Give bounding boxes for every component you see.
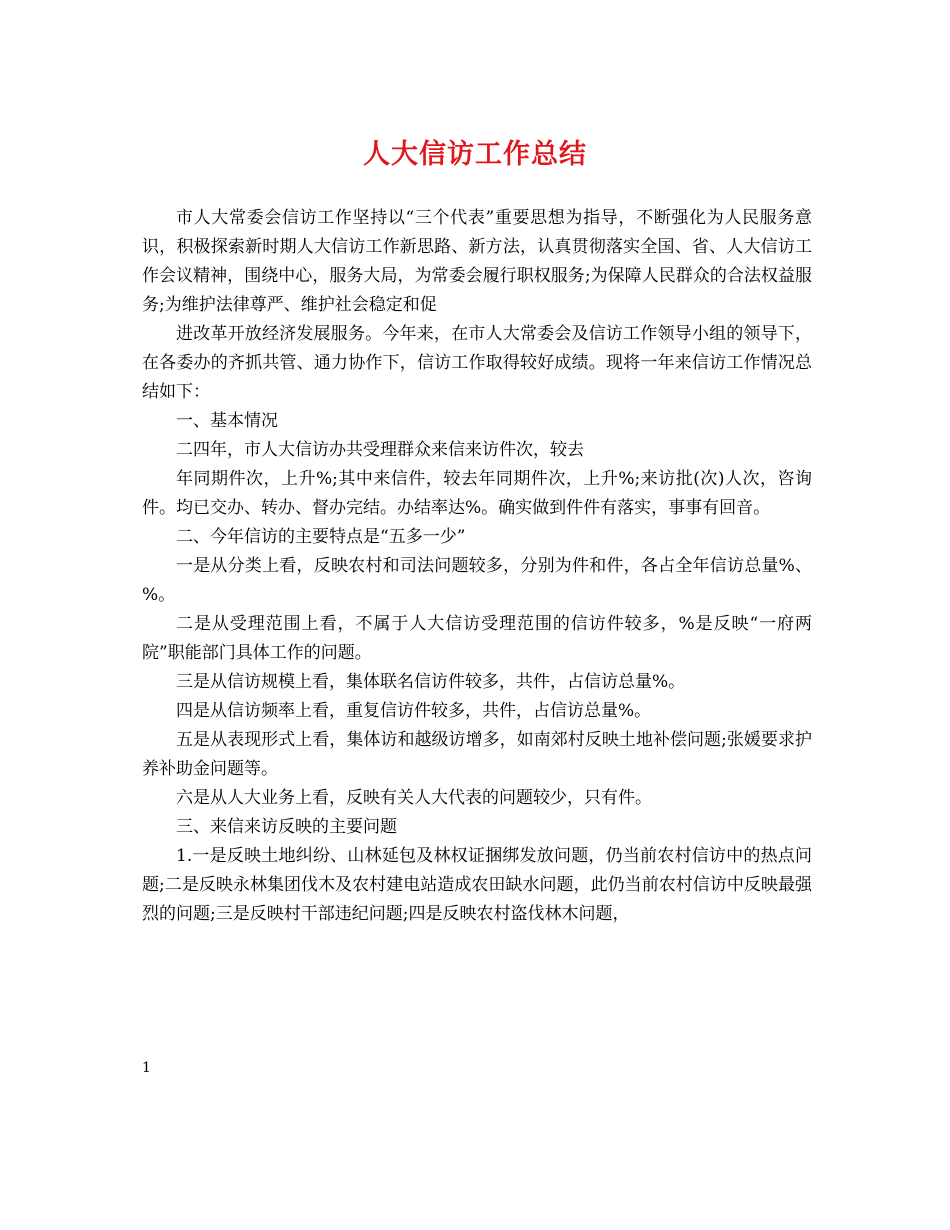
paragraph: 年同期件次，上升%;其中来信件，较去年同期件次，上升%;来访批(次)人次，咨询件。均已交办、转办、督办完结。办结率达%。确实做到件件有落实，事事有回音。 — [142, 469, 812, 518]
paragraph: 二四年，市人大信访办共受理群众来信来访件次，较去 — [176, 440, 584, 460]
section-heading: 三、来信来访反映的主要问题 — [176, 817, 397, 837]
paragraph: 六是从人大业务上看，反映有关人大代表的问题较少，只有件。 — [176, 788, 652, 808]
paragraph: 三是从信访规模上看，集体联名信访件较多，共件，占信访总量%。 — [176, 672, 686, 692]
document-body — [142, 204, 812, 929]
paragraph: 四是从信访频率上看，重复信访件较多，共件，占信访总量%。 — [176, 701, 652, 721]
document-title: 人大信访工作总结 — [363, 139, 587, 170]
section-heading: 一、基本情况 — [176, 411, 278, 431]
paragraph: 二是从受理范围上看，不属于人大信访受理范围的信访件较多，%是反映“一府两院”职能部门具体工作的问题。 — [142, 614, 812, 663]
paragraph: 1.一是反映土地纠纷、山林延包及林权证捆绑发放问题，仍当前农村信访中的热点问题;二是反映永林集团伐木及农村建电站造成农田缺水问题，此仍当前农村信访中反映最强烈的问题;三是反映村干部违纪问题;四是反映农村盗伐林木问题， — [142, 846, 812, 924]
paragraph: 一是从分类上看，反映农村和司法问题较多，分别为件和件，各占全年信访总量%、%。 — [142, 556, 812, 605]
page-number: 1 — [142, 1060, 151, 1076]
paragraph: 五是从表现形式上看，集体访和越级访增多，如南郊村反映土地补偿问题;张媛要求护养补助金问题等。 — [142, 730, 812, 779]
section-heading: 二、今年信访的主要特点是“五多一少” — [176, 527, 466, 547]
paragraph: 市人大常委会信访工作坚持以“三个代表”重要思想为指导，不断强化为人民服务意识，积极探索新时期人大信访工作新思路、新方法，认真贯彻落实全国、省、人大信访工作会议精神，围绕中心，服务大局，为常委会履行职权服务;为保障人民群众的合法权益服务;为维护法律尊严、维护社会稳定和促 — [142, 208, 812, 315]
paragraph: 进改革开放经济发展服务。今年来，在市人大常委会及信访工作领导小组的领导下，在各委办的齐抓共管、通力协作下，信访工作取得较好成绩。现将一年来信访工作情况总结如下： — [142, 324, 812, 402]
